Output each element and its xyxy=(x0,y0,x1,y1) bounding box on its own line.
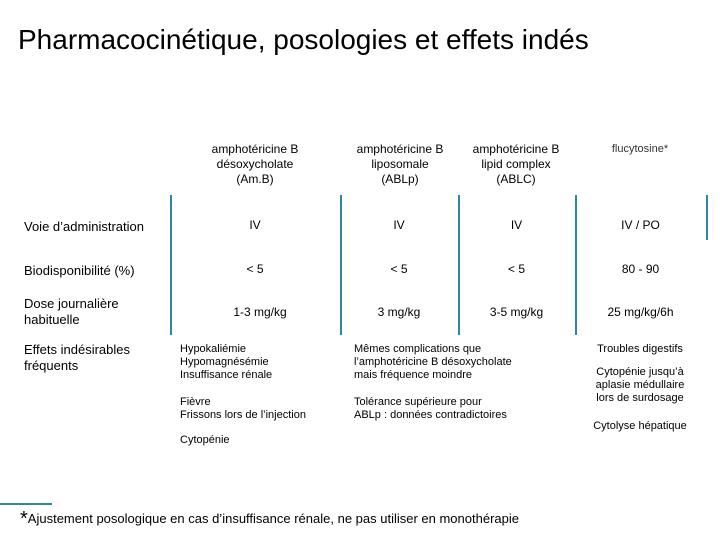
column-header-ablc: amphotéricine B lipid complex (ABLC) xyxy=(472,142,560,186)
cell-biodispo-ablp: < 5 xyxy=(390,262,408,276)
cell-dose-ablp: 3 mg/kg xyxy=(377,305,421,319)
cell-voie-ablp: IV xyxy=(393,218,405,232)
column-header-ambd: amphotéricine B désoxycholate (Am.B) xyxy=(211,142,299,186)
effets-ambd-item: Cytopénie xyxy=(180,434,230,446)
footnote-divider xyxy=(0,503,52,505)
cell-voie-flucytosine: IV / PO xyxy=(621,218,660,232)
cell-dose-flucytosine: 25 mg/kg/6h xyxy=(607,305,674,319)
cell-dose-ablc: 3-5 mg/kg xyxy=(489,305,544,319)
cell-voie-ambd: IV xyxy=(249,218,261,232)
cell-biodispo-ambd: < 5 xyxy=(246,262,264,276)
cell-biodispo-ablc: < 5 xyxy=(507,262,525,276)
effets-flucytosine-item: Cytopénie jusqu’à aplasie médullaire lors de surdosage xyxy=(595,366,685,404)
footnote-text: Ajustement posologique en cas d’insuffisance rénale, ne pas utiliser en monothérapie xyxy=(27,511,519,526)
effets-ambd-item: Hypokaliémie Hypomagnésémie Insuffisance rénale xyxy=(180,343,273,381)
column-divider xyxy=(706,195,708,240)
column-header-ablp: amphotéricine B liposomale (ABLp) xyxy=(356,142,444,186)
footnote xyxy=(20,508,519,531)
effets-lipid-item: Mêmes complications que l’amphotéricine B désoxycholate mais fréquence moindre xyxy=(354,343,512,381)
effets-ambd-item: Fièvre Frissons lors de l’injection xyxy=(180,396,306,421)
row-label-dose: Dose journalière habituelle xyxy=(24,296,119,327)
row-label-biodisponibilite: Biodisponibilité (%) xyxy=(24,263,135,278)
effets-flucytosine-item: Cytolyse hépatique xyxy=(593,420,687,432)
cell-voie-ablc: IV xyxy=(510,218,523,232)
effets-lipid-item: Tolérance supérieure pour ABLp : données contradictoires xyxy=(354,396,507,421)
footnote-star: * xyxy=(20,508,28,530)
row-label-voie: Voie d’administration xyxy=(24,219,144,234)
column-header-flucytosine: flucytosine* xyxy=(611,143,669,155)
cell-dose-ambd: 1-3 mg/kg xyxy=(233,305,287,319)
column-divider xyxy=(170,195,172,335)
cell-biodispo-flucytosine: 80 - 90 xyxy=(621,262,660,276)
effets-flucytosine-item: Troubles digestifs xyxy=(597,343,683,355)
row-label-effets: Effets indésirables fréquents xyxy=(24,342,130,373)
slide-title: Pharmacocinétique, posologies et effets indés xyxy=(18,24,589,55)
